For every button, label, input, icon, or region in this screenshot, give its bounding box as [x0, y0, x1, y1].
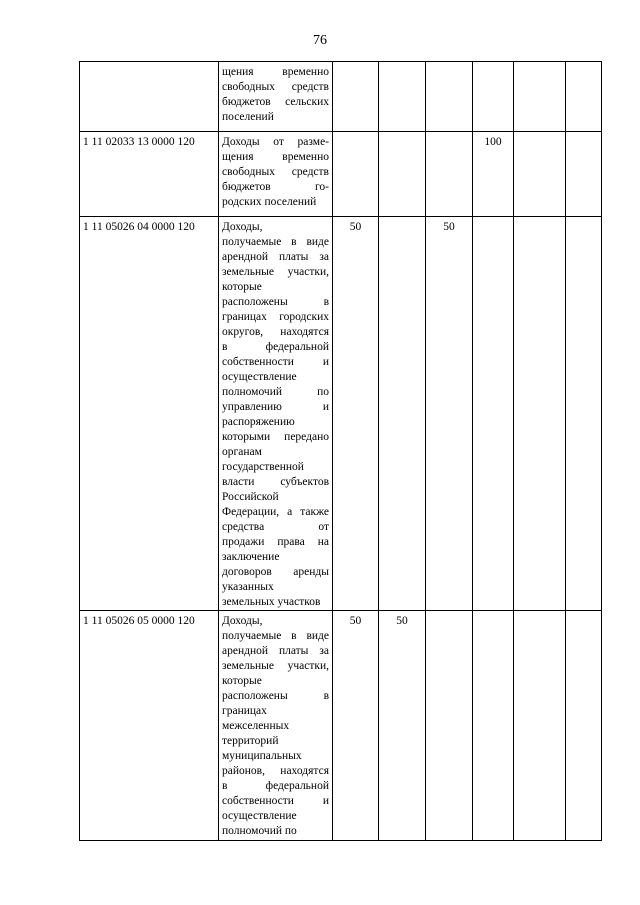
revenue-name-line: бюджетов сельских	[222, 96, 329, 108]
revenue-name-cell	[219, 611, 333, 841]
revenue-name-line: щения временно	[222, 66, 329, 78]
budget-code-cell: 1 11 05026 04 0000 120	[80, 217, 219, 611]
amount-cell	[426, 62, 473, 132]
revenue-name-line: расположены в	[222, 690, 329, 702]
amount-cell: 50	[333, 611, 379, 841]
table-body	[80, 62, 602, 841]
amount-cell	[333, 62, 379, 132]
revenue-name-cell	[219, 217, 333, 611]
revenue-name-line: земельных участков	[222, 596, 321, 608]
amount-cell	[514, 611, 566, 841]
revenue-name-line: земельные участки,	[222, 660, 329, 672]
budget-code-cell: 1 11 02033 13 0000 120	[80, 132, 219, 217]
page-number: 76	[313, 33, 327, 48]
amount-cell	[473, 217, 514, 611]
amount-cell	[379, 62, 426, 132]
revenue-name-line: округов, находятся	[222, 326, 329, 338]
amount-cell	[514, 132, 566, 217]
revenue-name-line: государственной	[222, 461, 304, 473]
revenue-name-line: получаемые в виде	[222, 236, 329, 248]
amount-cell: 50	[426, 217, 473, 611]
revenue-name-line: которые	[222, 675, 262, 687]
revenue-name-line: управлению и	[222, 401, 329, 413]
revenue-name-line: продажи права на	[222, 536, 329, 548]
revenue-name-line: в федеральной	[222, 780, 329, 792]
revenue-name-line: арендной платы за	[222, 645, 329, 657]
revenue-name-line: собственности и	[222, 795, 329, 807]
amount-cell	[473, 62, 514, 132]
revenue-name-line: осуществление	[222, 810, 297, 822]
revenue-name-line: щения временно	[222, 151, 329, 163]
revenue-name-line: собственности и	[222, 356, 329, 368]
revenue-name-line: поселений	[222, 111, 274, 123]
revenue-name-line: границах	[222, 705, 267, 717]
amount-cell	[426, 611, 473, 841]
revenue-name-line: договоров аренды	[222, 566, 329, 578]
revenue-name-line: указанных	[222, 581, 274, 593]
revenue-name-line: полномочий по	[222, 825, 297, 837]
revenue-name-line: полномочий по	[222, 386, 329, 398]
revenue-name-line: власти субъектов	[222, 476, 329, 488]
revenue-table	[79, 61, 602, 841]
table-row	[80, 611, 602, 841]
amount-cell	[566, 611, 602, 841]
table-row	[80, 217, 602, 611]
revenue-name-line: Российской	[222, 491, 279, 503]
revenue-name-line: Федерации, а также	[222, 506, 329, 518]
revenue-name-line: территорий	[222, 735, 279, 747]
revenue-name-line: районов, находятся	[222, 765, 329, 777]
revenue-name-line: расположены в	[222, 296, 329, 308]
revenue-name-line: которые	[222, 281, 262, 293]
revenue-name-line: Доходы,	[222, 615, 263, 627]
budget-code-cell	[80, 62, 219, 132]
revenue-name-line: бюджетов го-	[222, 181, 329, 193]
revenue-name-line: границах городских	[222, 311, 329, 323]
revenue-name-line: муниципальных	[222, 750, 302, 762]
revenue-name-line: свободных средств	[222, 166, 329, 178]
budget-code-cell: 1 11 05026 05 0000 120	[80, 611, 219, 841]
amount-cell: 50	[333, 217, 379, 611]
revenue-name-line: осуществление	[222, 371, 297, 383]
amount-cell	[514, 217, 566, 611]
table-row	[80, 62, 602, 132]
amount-cell	[566, 217, 602, 611]
revenue-name-line: органам	[222, 446, 262, 458]
revenue-name-line: которыми передано	[222, 431, 329, 443]
revenue-name-line: заключение	[222, 551, 280, 563]
revenue-name-cell	[219, 62, 333, 132]
amount-cell	[379, 217, 426, 611]
amount-cell: 50	[379, 611, 426, 841]
table-row	[80, 132, 602, 217]
amount-cell	[379, 132, 426, 217]
revenue-name-line: земельные участки,	[222, 266, 329, 278]
revenue-name-line: родских поселений	[222, 196, 317, 208]
revenue-name-line: средства от	[222, 521, 329, 533]
amount-cell: 100	[473, 132, 514, 217]
revenue-name-line: арендной платы за	[222, 251, 329, 263]
amount-cell	[514, 62, 566, 132]
amount-cell	[426, 132, 473, 217]
revenue-name-line: межселенных	[222, 720, 290, 732]
revenue-name-line: Доходы,	[222, 221, 263, 233]
revenue-name-line: Доходы от разме-	[222, 136, 329, 148]
revenue-name-cell	[219, 132, 333, 217]
revenue-name-line: в федеральной	[222, 341, 329, 353]
amount-cell	[473, 611, 514, 841]
amount-cell	[333, 132, 379, 217]
amount-cell	[566, 62, 602, 132]
revenue-name-line: свободных средств	[222, 81, 329, 93]
revenue-name-line: распоряжению	[222, 416, 295, 428]
revenue-name-line: получаемые в виде	[222, 630, 329, 642]
amount-cell	[566, 132, 602, 217]
